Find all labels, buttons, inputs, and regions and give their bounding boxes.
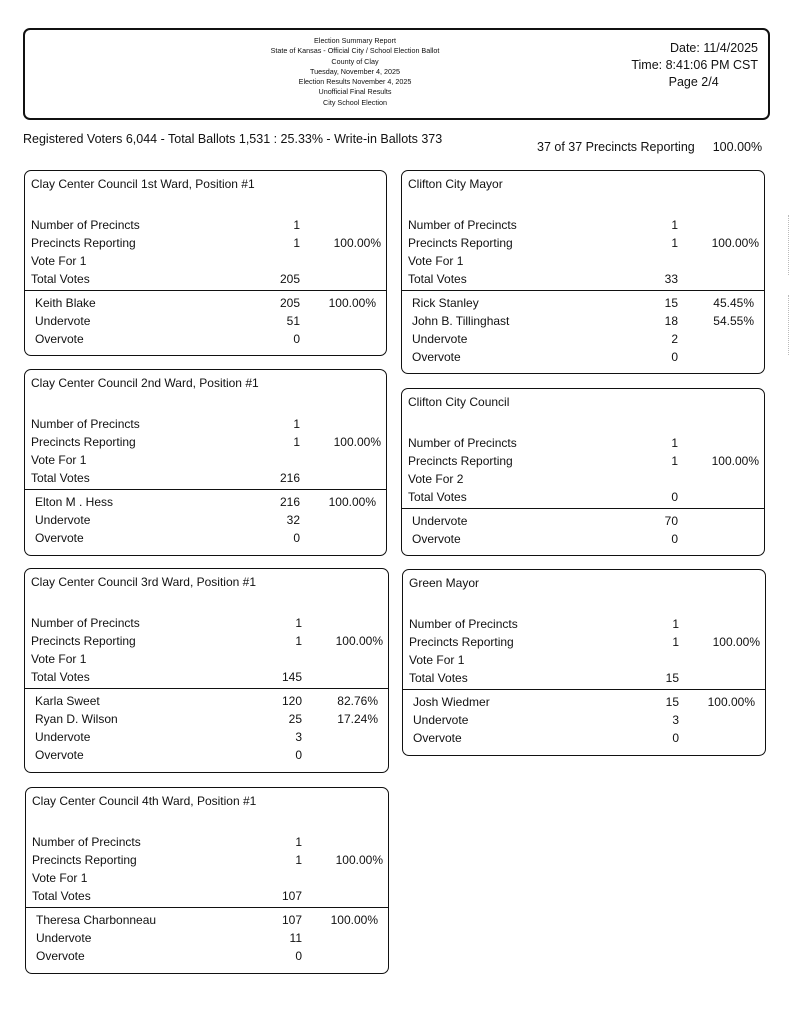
row-label: Overvote bbox=[36, 949, 85, 963]
candidate-row bbox=[402, 312, 764, 330]
row-label: Overvote bbox=[35, 748, 84, 762]
contest-title: Clifton City Council bbox=[408, 395, 510, 409]
contest-box bbox=[401, 388, 765, 556]
total-votes-row bbox=[402, 488, 764, 506]
candidate-name: Theresa Charbonneau bbox=[36, 913, 157, 927]
undervote-row bbox=[25, 728, 388, 746]
candidate-name: Josh Wiedmer bbox=[413, 695, 490, 709]
row-label: Overvote bbox=[35, 332, 84, 346]
row-value: 1 bbox=[293, 236, 300, 250]
vote-count: 3 bbox=[295, 730, 302, 744]
contest-title: Clay Center Council 2nd Ward, Position #1 bbox=[31, 376, 259, 390]
total-votes-row bbox=[25, 469, 386, 487]
results-divider bbox=[25, 290, 386, 291]
vote-for-row bbox=[26, 869, 388, 887]
vote-for-row bbox=[402, 252, 764, 270]
row-percent: 100.00% bbox=[711, 236, 759, 250]
row-label: Number of Precincts bbox=[408, 218, 517, 232]
contest-box bbox=[24, 568, 389, 773]
precincts-reporting-row bbox=[26, 851, 388, 869]
report-meta bbox=[631, 40, 758, 91]
row-label: Vote For 1 bbox=[31, 254, 87, 268]
row-value: 205 bbox=[279, 272, 300, 286]
vote-for-row bbox=[25, 451, 386, 469]
vote-count: 0 bbox=[293, 531, 300, 545]
row-label: Total Votes bbox=[31, 471, 90, 485]
overvote-row bbox=[25, 330, 386, 348]
row-value: 107 bbox=[281, 889, 302, 903]
vote-for-row bbox=[25, 252, 386, 270]
precincts-reporting-row bbox=[25, 632, 388, 650]
contest-box bbox=[24, 369, 387, 556]
total-votes-row bbox=[26, 887, 388, 905]
number-of-precincts-row bbox=[402, 434, 764, 452]
candidate-name: Ryan D. Wilson bbox=[35, 712, 118, 726]
precincts-reporting-pct: 100.00% bbox=[712, 140, 763, 154]
row-value: 1 bbox=[672, 617, 679, 631]
candidate-name: Rick Stanley bbox=[412, 296, 479, 310]
precincts-reporting-row bbox=[25, 234, 386, 252]
row-label: Number of Precincts bbox=[32, 835, 141, 849]
election-name: City School Election bbox=[323, 97, 387, 107]
contest-box bbox=[25, 787, 389, 974]
row-value: 1 bbox=[295, 835, 302, 849]
vote-count: 15 bbox=[665, 695, 679, 709]
contest-box bbox=[402, 569, 766, 756]
row-label: Vote For 1 bbox=[409, 653, 465, 667]
undervote-row bbox=[402, 512, 764, 530]
vote-count: 0 bbox=[295, 748, 302, 762]
row-label: Number of Precincts bbox=[31, 218, 140, 232]
row-percent: 100.00% bbox=[333, 435, 381, 449]
contest-title: Green Mayor bbox=[409, 576, 480, 590]
candidate-name: Elton M . Hess bbox=[35, 495, 114, 509]
results-divider bbox=[403, 689, 765, 690]
election-date: Tuesday, November 4, 2025 bbox=[310, 66, 400, 76]
vote-percent: 100.00% bbox=[707, 695, 755, 709]
row-label: Undervote bbox=[35, 314, 91, 328]
row-label: Vote For 1 bbox=[32, 871, 88, 885]
row-value: 1 bbox=[295, 634, 302, 648]
row-label: Overvote bbox=[35, 531, 84, 545]
number-of-precincts-row bbox=[25, 415, 386, 433]
vote-percent: 100.00% bbox=[330, 913, 378, 927]
row-label: Vote For 2 bbox=[408, 472, 464, 486]
candidate-row bbox=[25, 493, 386, 511]
report-date: Date: 11/4/2025 bbox=[669, 41, 758, 55]
vote-count: 0 bbox=[672, 731, 679, 745]
row-value: 1 bbox=[672, 635, 679, 649]
vote-count: 0 bbox=[293, 332, 300, 346]
row-value: 33 bbox=[664, 272, 678, 286]
row-label: Overvote bbox=[413, 731, 462, 745]
vote-count: 2 bbox=[671, 332, 678, 346]
row-label: Overvote bbox=[412, 532, 461, 546]
overvote-row bbox=[25, 746, 388, 764]
row-percent: 100.00% bbox=[712, 635, 760, 649]
scan-edge-mark bbox=[788, 215, 789, 275]
row-value: 145 bbox=[281, 670, 302, 684]
row-percent: 100.00% bbox=[335, 853, 383, 867]
row-value: 1 bbox=[293, 417, 300, 431]
total-votes-row bbox=[403, 669, 765, 687]
total-votes-row bbox=[25, 668, 388, 686]
contest-box bbox=[401, 170, 765, 374]
overvote-row bbox=[402, 348, 764, 366]
row-label: Vote For 1 bbox=[31, 453, 87, 467]
row-label: Total Votes bbox=[408, 272, 467, 286]
vote-count: 0 bbox=[295, 949, 302, 963]
vote-count: 107 bbox=[281, 913, 302, 927]
row-label: Number of Precincts bbox=[409, 617, 518, 631]
vote-percent: 45.45% bbox=[713, 296, 754, 310]
candidate-name: John B. Tillinghast bbox=[412, 314, 510, 328]
row-label: Undervote bbox=[412, 514, 468, 528]
vote-percent: 100.00% bbox=[328, 296, 376, 310]
row-value: 1 bbox=[671, 454, 678, 468]
row-value: 1 bbox=[671, 436, 678, 450]
contest-title: Clifton City Mayor bbox=[408, 177, 503, 191]
row-label: Precincts Reporting bbox=[32, 853, 137, 867]
candidate-row bbox=[25, 710, 388, 728]
turnout-summary: Registered Voters 6,044 - Total Ballots 1,531 : 25.33% - Write-in Ballots 373 bbox=[23, 132, 443, 146]
report-time: Time: 8:41:06 PM CST bbox=[631, 58, 758, 72]
row-value: 1 bbox=[671, 236, 678, 250]
row-value: 1 bbox=[293, 435, 300, 449]
row-percent: 100.00% bbox=[711, 454, 759, 468]
precincts-reporting-row bbox=[402, 452, 764, 470]
row-value: 1 bbox=[293, 218, 300, 232]
row-label: Vote For 1 bbox=[408, 254, 464, 268]
row-label: Overvote bbox=[412, 350, 461, 364]
number-of-precincts-row bbox=[402, 216, 764, 234]
row-value: 216 bbox=[279, 471, 300, 485]
results-divider bbox=[402, 508, 764, 509]
results-divider bbox=[25, 688, 388, 689]
county-name: County of Clay bbox=[331, 56, 379, 66]
total-votes-row bbox=[25, 270, 386, 288]
undervote-row bbox=[26, 929, 388, 947]
candidate-row bbox=[403, 693, 765, 711]
report-title-block bbox=[225, 36, 485, 108]
row-label: Precincts Reporting bbox=[409, 635, 514, 649]
row-label: Precincts Reporting bbox=[408, 236, 513, 250]
vote-percent: 54.55% bbox=[713, 314, 754, 328]
row-value: 1 bbox=[295, 616, 302, 630]
row-label: Precincts Reporting bbox=[31, 435, 136, 449]
vote-count: 0 bbox=[671, 350, 678, 364]
undervote-row bbox=[25, 312, 386, 330]
vote-count: 32 bbox=[286, 513, 300, 527]
results-status: Unofficial Final Results bbox=[318, 87, 392, 97]
row-label: Undervote bbox=[413, 713, 469, 727]
vote-count: 51 bbox=[286, 314, 300, 328]
results-date: Election Results November 4, 2025 bbox=[298, 77, 412, 87]
row-label: Precincts Reporting bbox=[408, 454, 513, 468]
vote-count: 18 bbox=[664, 314, 678, 328]
vote-percent: 17.24% bbox=[337, 712, 378, 726]
vote-count: 3 bbox=[672, 713, 679, 727]
row-label: Total Votes bbox=[31, 670, 90, 684]
vote-count: 0 bbox=[671, 532, 678, 546]
row-value: 1 bbox=[671, 218, 678, 232]
candidate-row bbox=[25, 692, 388, 710]
vote-count: 120 bbox=[281, 694, 302, 708]
precincts-reporting-text: 37 of 37 Precincts Reporting bbox=[537, 140, 695, 154]
row-label: Total Votes bbox=[32, 889, 91, 903]
overvote-row bbox=[402, 530, 764, 548]
row-label: Undervote bbox=[36, 931, 92, 945]
number-of-precincts-row bbox=[25, 216, 386, 234]
vote-count: 205 bbox=[279, 296, 300, 310]
row-percent: 100.00% bbox=[335, 634, 383, 648]
number-of-precincts-row bbox=[26, 833, 388, 851]
vote-count: 15 bbox=[664, 296, 678, 310]
row-label: Total Votes bbox=[408, 490, 467, 504]
precincts-reporting-row bbox=[402, 234, 764, 252]
vote-count: 25 bbox=[288, 712, 302, 726]
results-divider bbox=[26, 907, 388, 908]
row-label: Precincts Reporting bbox=[31, 236, 136, 250]
row-percent: 100.00% bbox=[333, 236, 381, 250]
results-divider bbox=[25, 489, 386, 490]
row-label: Total Votes bbox=[409, 671, 468, 685]
overvote-row bbox=[403, 729, 765, 747]
vote-count: 11 bbox=[289, 931, 302, 945]
row-label: Precincts Reporting bbox=[31, 634, 136, 648]
report-title: Election Summary Report bbox=[314, 36, 396, 45]
ballot-name: State of Kansas - Official City / School Election Ballot bbox=[270, 46, 440, 56]
undervote-row bbox=[403, 711, 765, 729]
overvote-row bbox=[26, 947, 388, 965]
row-label: Undervote bbox=[35, 730, 91, 744]
number-of-precincts-row bbox=[25, 614, 388, 632]
row-label: Vote For 1 bbox=[31, 652, 87, 666]
candidate-row bbox=[26, 911, 388, 929]
candidate-name: Keith Blake bbox=[35, 296, 96, 310]
precincts-reporting-row bbox=[403, 633, 765, 651]
vote-percent: 100.00% bbox=[328, 495, 376, 509]
precincts-reporting-row bbox=[25, 433, 386, 451]
report-header bbox=[23, 28, 770, 120]
vote-count: 70 bbox=[664, 514, 678, 528]
candidate-row bbox=[402, 294, 764, 312]
row-label: Number of Precincts bbox=[31, 616, 140, 630]
row-label: Undervote bbox=[412, 332, 468, 346]
contest-title: Clay Center Council 4th Ward, Position #1 bbox=[32, 794, 257, 808]
undervote-row bbox=[402, 330, 764, 348]
vote-for-row bbox=[25, 650, 388, 668]
page-number: Page 2/4 bbox=[668, 75, 719, 89]
vote-count: 216 bbox=[279, 495, 300, 509]
candidate-row bbox=[25, 294, 386, 312]
contest-title: Clay Center Council 1st Ward, Position #1 bbox=[31, 177, 255, 191]
row-value: 0 bbox=[671, 490, 678, 504]
contest-box bbox=[24, 170, 387, 356]
contest-title: Clay Center Council 3rd Ward, Position #1 bbox=[31, 575, 256, 589]
overvote-row bbox=[25, 529, 386, 547]
vote-for-row bbox=[402, 470, 764, 488]
row-label: Total Votes bbox=[31, 272, 90, 286]
undervote-row bbox=[25, 511, 386, 529]
candidate-name: Karla Sweet bbox=[35, 694, 100, 708]
vote-percent: 82.76% bbox=[337, 694, 378, 708]
results-divider bbox=[402, 290, 764, 291]
vote-for-row bbox=[403, 651, 765, 669]
row-label: Undervote bbox=[35, 513, 91, 527]
number-of-precincts-row bbox=[403, 615, 765, 633]
precincts-summary bbox=[537, 140, 762, 154]
row-value: 1 bbox=[295, 853, 302, 867]
scan-edge-mark bbox=[788, 295, 789, 355]
total-votes-row bbox=[402, 270, 764, 288]
row-value: 15 bbox=[665, 671, 679, 685]
row-label: Number of Precincts bbox=[408, 436, 517, 450]
row-label: Number of Precincts bbox=[31, 417, 140, 431]
